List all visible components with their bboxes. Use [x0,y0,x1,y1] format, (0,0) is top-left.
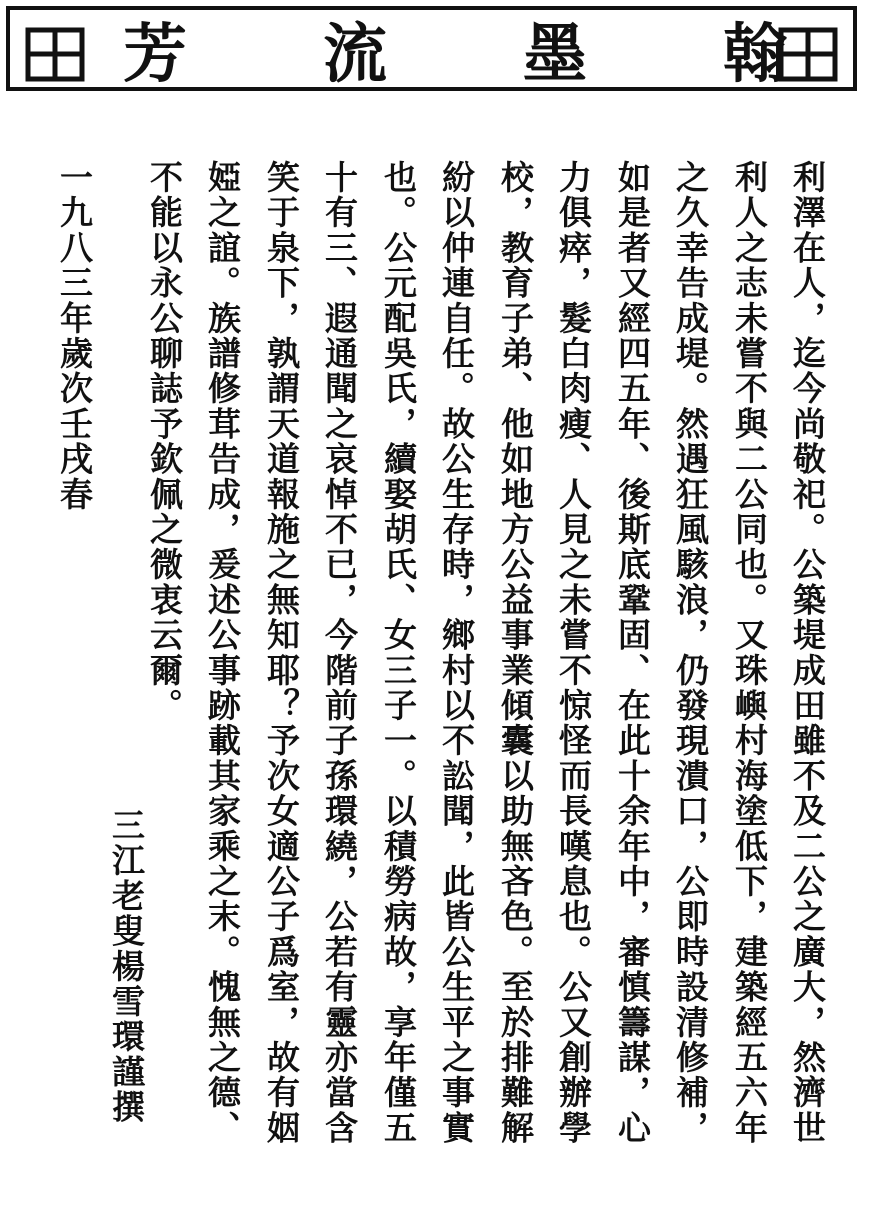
author-signature: 三江老叟楊雪環謹撰 [107,808,146,1125]
title-char-3: 流 [323,17,387,92]
text-column: 力俱瘁，髮白肉瘦、人見之未嘗不惊怪而長嘆息也。公又創辦學 [554,160,593,1146]
text-column: 不能以永公聊誌予欽佩之微衷云爾。 [145,160,184,724]
text-column: 婭之誼。族譜修茸告成，爰述公事跡載其家乘之末。愧無之德、 [203,160,242,1146]
text-column: 之久幸告成堤。然遇狂風駭浪，仍發現潰口，公即時設清修補， [671,160,710,1146]
fret-ornament-left-icon [20,22,90,87]
text-column: 利澤在人，迄今尚敬祀。公築堤成田雖不及二公之廣大，然濟世 [788,160,827,1146]
text-column: 也。公元配吳氏，續娶胡氏、女三子一。以積勞病故，享年僅五 [379,160,418,1146]
text-column: 如是者又經四五年、後斯底鞏固、在此十余年中，審慎籌謀，心 [613,160,652,1146]
title-frame [6,6,857,91]
text-column: 十有三、遐通聞之哀悼不已，今階前子孫環繞，公若有靈亦當含 [320,160,359,1146]
text-column: 校，教育子弟、他如地方公益事業傾囊以助無吝色。至於排難解 [496,160,535,1146]
title-char-2: 墨 [523,17,587,92]
title-char-4: 芳 [123,17,187,92]
text-column: 笑于泉下，孰謂天道報施之無知耶？予次女適公子爲室，故有姻 [262,160,301,1146]
title-char-1: 翰 [723,17,787,92]
vertical-text-body [52,160,826,1210]
text-column: 紛以仲連自任。故公生存時，鄉村以不訟聞，此皆公生平之事實 [437,160,476,1146]
date-column: 一九八三年歲次壬戌春 [55,160,94,512]
text-column: 利人之志未嘗不與二公同也。又珠嶼村海塗低下，建築經五六年 [730,160,769,1146]
